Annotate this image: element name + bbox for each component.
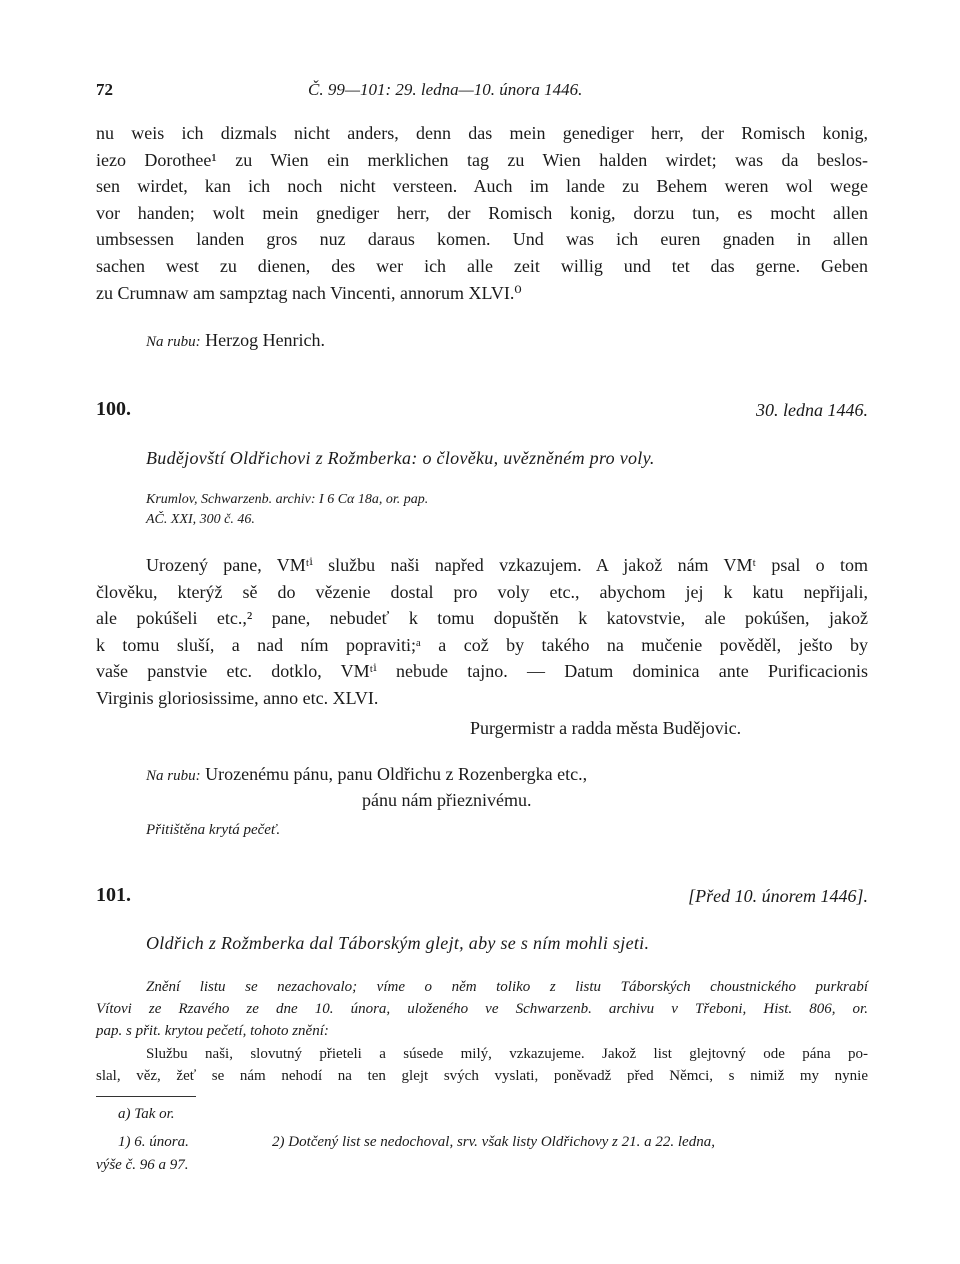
verso-label: Na rubu: xyxy=(146,768,201,784)
doc101-date: [Před 10. únorem 1446]. xyxy=(688,886,868,906)
footnote-a: a) Tak or. xyxy=(118,1106,175,1122)
text-line: sen wirdet, kan ich noch nicht versteen. Auch im lande zu Behem weren wol wege xyxy=(96,176,868,197)
doc100-title: Budějovští Oldřichovi z Rožmberka: o člověku, uvězněném pro voly. xyxy=(146,448,655,468)
doc100-verso-cont: pánu nám přieznivému. xyxy=(362,790,532,810)
text-line: nu weis ich dizmals nicht anders, denn das mein genediger herr, der Romisch konig, xyxy=(96,123,868,143)
text-line: Virginis gloriosissime, anno etc. XLVI. xyxy=(96,687,379,708)
text-line: ale pokúšeli etc.,² pane, nebudeť k tomu dopuštěn k katovstvie, ale pokúšen, jakož xyxy=(96,608,868,629)
footnote-rule xyxy=(96,1096,196,1097)
source-line: AČ. XXI, 300 č. 46. xyxy=(146,512,255,527)
text-line: zu Crumnaw am sampztag nach Vincenti, annorum XLVI.⁰ xyxy=(96,282,522,303)
text-line: Urozený pane, VMᵗⁱ službu naši napřed vzkazujem. A jakož nám VMᵗ psal o tom xyxy=(146,555,868,575)
doc101-title: Oldřich z Rožmberka dal Táborským glejt, aby se s ním mohli sjeti. xyxy=(146,933,650,953)
text-line: vaše panstvie etc. dotklo, VMᵗⁱ nebude tajno. — Datum dominica ante Purificacionis xyxy=(96,661,868,682)
text-line: k tomu sluší, a nad ním popraviti;ᵃ a což by takého na mučenie pověděl, ješto by xyxy=(96,634,868,655)
doc100-number: 100. xyxy=(96,398,131,420)
doc100-signature: Purgermistr a radda města Budějovic. xyxy=(470,718,742,738)
text-line: vor handen; wolt mein gnediger herr, der Romisch konig, dorzu tun, es mocht allen xyxy=(96,202,868,223)
verso-label: Na rubu: xyxy=(146,334,201,350)
quote-line: Službu naši, slovutný přieteli a súsede milý, vzkazujeme. Jakož list glejtovný ode pána po- xyxy=(146,1046,868,1062)
verso-text: Urozenému pánu, panu Oldřichu z Rozenbergka etc., xyxy=(205,764,588,784)
footnote-2: 2) Dotčený list se nedochoval, srv. však listy Oldřichovy z 21. a 22. ledna, xyxy=(272,1134,715,1150)
doc99-text xyxy=(96,120,868,306)
doc100-seal-note: Přitištěna krytá pečeť. xyxy=(146,822,281,838)
doc100-source xyxy=(146,490,428,530)
footnote-2-cont: výše č. 96 a 97. xyxy=(96,1157,189,1173)
footnote-1: 1) 6. února. xyxy=(118,1134,189,1150)
doc101-number: 101. xyxy=(96,884,131,906)
verso-text: Herzog Henrich. xyxy=(205,330,326,350)
doc100-date: 30. ledna 1446. xyxy=(756,400,868,420)
quote-line: slal, věz, žeť se nám nehodí na ten glejt svých vyslati, poněvadž před Němci, s nimiž my nynie xyxy=(96,1068,868,1084)
note-line: pap. s přit. krytou pečetí, tohoto znění: xyxy=(96,1023,329,1039)
note-line: Znění listu se nezachovalo; víme o něm toliko z listu Táborských choustnického purkrabí xyxy=(146,979,868,995)
doc101-quote xyxy=(96,1043,868,1087)
doc100-text xyxy=(96,552,868,712)
doc100-verso xyxy=(146,764,587,785)
text-line: umbsessen landen gros nuz daraus komen. Und was ich euren gnaden in allen xyxy=(96,229,868,250)
running-title: Č. 99—101: 29. ledna—10. února 1446. xyxy=(308,80,583,99)
source-line: Krumlov, Schwarzenb. archiv: I 6 Cα 18a, or. pap. xyxy=(146,492,429,507)
doc99-verso xyxy=(146,330,325,351)
note-line: Vítovi ze Rzavého ze dne 10. února, uloženého ve Schwarzenb. archivu v Třeboni, Hist. 806, or. xyxy=(96,1001,868,1017)
text-line: iezo Dorothee¹ zu Wien ein merklichen tag zu Wien halden wirdet; was da beslos- xyxy=(96,149,868,170)
doc101-note xyxy=(96,976,868,1042)
page-number: 72 xyxy=(96,80,113,99)
text-line: člověku, kterýž sě do vězenie dostal pro voly etc., abychom jej k katu nepřijali, xyxy=(96,581,868,602)
text-line: sachen west zu dienen, des wer ich alle zeit willig und tet das gerne. Geben xyxy=(96,255,868,276)
